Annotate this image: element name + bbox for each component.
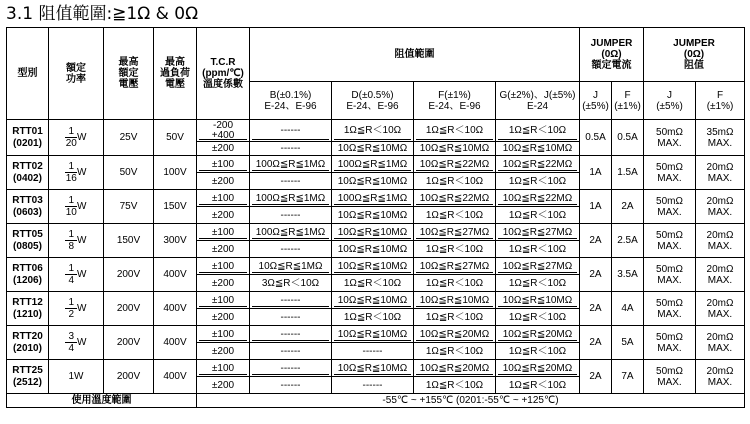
voltage-cell: 75V: [104, 190, 154, 224]
model-cell: RTT02 (0402): [7, 156, 49, 190]
range-f-cell: 1Ω≦R＜10Ω: [414, 275, 496, 292]
header-tol-f: F(±1%) E-24、E-96: [414, 82, 496, 120]
jumper-value-j-cell: 50mΩ MAX.: [644, 224, 696, 258]
range-b-cell: 3Ω≦R＜10Ω: [250, 275, 332, 292]
jumper-value-j-cell: 50mΩ MAX.: [644, 326, 696, 360]
power-fraction: $\frac{1}{2}$: [65, 297, 77, 320]
jumper-value-f-cell: 20mΩ MAX.: [696, 258, 745, 292]
range-d-cell: 10Ω≦R≦10MΩ: [332, 142, 414, 156]
jumper-current-j-cell: 2A: [580, 326, 612, 360]
jumper-value-j-cell: 50mΩ MAX.: [644, 156, 696, 190]
table-row: [7, 120, 745, 142]
table-row: [7, 258, 745, 275]
range-gj-cell: 1Ω≦R＜10Ω: [496, 275, 580, 292]
header-power: 額定 功率: [49, 28, 104, 120]
jumper-current-f-cell: 4A: [612, 292, 644, 326]
range-f-cell: 1Ω≦R＜10Ω: [414, 241, 496, 258]
range-gj-cell: 10Ω≦R≦27MΩ: [496, 224, 580, 241]
range-f-cell: 10Ω≦R≦20MΩ: [414, 326, 496, 343]
header-resistance-range: 阻值範圍: [250, 28, 580, 82]
power-cell: $\frac{1}{16}$ W: [49, 156, 104, 190]
power-cell: $\frac{1}{10}$ W: [49, 190, 104, 224]
model-cell: RTT03 (0603): [7, 190, 49, 224]
power-cell: $\frac{1}{8}$ W: [49, 224, 104, 258]
jumper-value-j-cell: 50mΩ MAX.: [644, 258, 696, 292]
jumper-current-j-cell: 2A: [580, 292, 612, 326]
header-tol-b: B(±0.1%) E-24、E-96: [250, 82, 332, 120]
overload-cell: 400V: [154, 326, 197, 360]
header-jv-j: J (±5%): [644, 82, 696, 120]
voltage-cell: 200V: [104, 326, 154, 360]
range-gj-cell: 10Ω≦R≦22MΩ: [496, 190, 580, 207]
tcr-cell: ±100: [197, 326, 250, 343]
jumper-current-f-cell: 2A: [612, 190, 644, 224]
range-gj-cell: 1Ω≦R＜10Ω: [496, 173, 580, 190]
header-jv-f: F (±1%): [696, 82, 745, 120]
range-f-cell: 10Ω≦R≦20MΩ: [414, 360, 496, 377]
range-b-cell: ------: [250, 207, 332, 224]
overload-cell: 400V: [154, 292, 197, 326]
overload-cell: 100V: [154, 156, 197, 190]
model-cell: RTT06 (1206): [7, 258, 49, 292]
model-cell: RTT25 (2512): [7, 360, 49, 394]
table-row: [7, 360, 745, 377]
range-gj-cell: 10Ω≦R≦20MΩ: [496, 360, 580, 377]
jumper-current-f-cell: 3.5A: [612, 258, 644, 292]
header-jc-j: J (±5%): [580, 82, 612, 120]
jumper-value-f-cell: 20mΩ MAX.: [696, 156, 745, 190]
table-row: [7, 292, 745, 309]
model-cell: RTT05 (0805): [7, 224, 49, 258]
jumper-current-f-cell: 1.5A: [612, 156, 644, 190]
range-d-cell: 10Ω≦R≦10MΩ: [332, 258, 414, 275]
jumper-current-j-cell: 1A: [580, 190, 612, 224]
range-d-cell: ------: [332, 343, 414, 360]
jumper-current-f-cell: 7A: [612, 360, 644, 394]
power-cell: $\frac{1}{20}$ W: [49, 120, 104, 156]
tcr-cell: -200 +400: [197, 120, 250, 142]
voltage-cell: 25V: [104, 120, 154, 156]
power-cell: $\frac{1}{2}$ W: [49, 292, 104, 326]
voltage-cell: 200V: [104, 258, 154, 292]
range-f-cell: 1Ω≦R＜10Ω: [414, 207, 496, 224]
jumper-current-j-cell: 1A: [580, 156, 612, 190]
range-gj-cell: 1Ω≦R＜10Ω: [496, 120, 580, 142]
range-d-cell: 10Ω≦R≦10MΩ: [332, 207, 414, 224]
range-d-cell: 10Ω≦R≦10MΩ: [332, 241, 414, 258]
range-gj-cell: 1Ω≦R＜10Ω: [496, 343, 580, 360]
jumper-value-j-cell: 50mΩ MAX.: [644, 360, 696, 394]
jumper-value-j-cell: 50mΩ MAX.: [644, 292, 696, 326]
voltage-cell: 200V: [104, 292, 154, 326]
jumper-current-j-cell: 2A: [580, 258, 612, 292]
tcr-cell: ±200: [197, 207, 250, 224]
range-d-cell: 1Ω≦R＜10Ω: [332, 275, 414, 292]
overload-cell: 50V: [154, 120, 197, 156]
tcr-cell: ±200: [197, 173, 250, 190]
header-overload-voltage: 最高 過負荷 電壓: [154, 28, 197, 120]
range-d-cell: 10Ω≦R≦10MΩ: [332, 360, 414, 377]
overload-cell: 400V: [154, 360, 197, 394]
header-max-voltage: 最高 額定 電壓: [104, 28, 154, 120]
tcr-cell: ±100: [197, 258, 250, 275]
range-f-cell: 1Ω≦R＜10Ω: [414, 120, 496, 142]
model-cell: RTT20 (2010): [7, 326, 49, 360]
range-f-cell: 10Ω≦R≦22MΩ: [414, 190, 496, 207]
tcr-cell: ±200: [197, 377, 250, 394]
tcr-cell: ±100: [197, 190, 250, 207]
range-d-cell: 10Ω≦R≦10MΩ: [332, 292, 414, 309]
range-gj-cell: 1Ω≦R＜10Ω: [496, 309, 580, 326]
range-b-cell: ------: [250, 120, 332, 142]
tcr-cell: ±100: [197, 292, 250, 309]
range-d-cell: ------: [332, 377, 414, 394]
footer-value: -55℃ ~ +155℃ (0201:-55℃ ~ +125℃): [197, 394, 745, 408]
range-d-cell: 10Ω≦R≦10MΩ: [332, 326, 414, 343]
range-b-cell: 10Ω≦R≦1MΩ: [250, 258, 332, 275]
range-f-cell: 10Ω≦R≦27MΩ: [414, 258, 496, 275]
power-cell: 1W: [49, 360, 104, 394]
range-d-cell: 1Ω≦R＜10Ω: [332, 309, 414, 326]
range-gj-cell: 1Ω≦R＜10Ω: [496, 377, 580, 394]
range-b-cell: ------: [250, 377, 332, 394]
range-gj-cell: 10Ω≦R≦10MΩ: [496, 292, 580, 309]
header-tol-d: D(±0.5%) E-24、E-96: [332, 82, 414, 120]
power-cell: $\frac{1}{4}$ W: [49, 258, 104, 292]
tcr-cell: ±200: [197, 241, 250, 258]
table-row: [7, 326, 745, 343]
header-tcr: T.C.R (ppm/℃) 溫度係數: [197, 28, 250, 120]
range-f-cell: 10Ω≦R≦22MΩ: [414, 156, 496, 173]
range-gj-cell: 1Ω≦R＜10Ω: [496, 241, 580, 258]
range-b-cell: ------: [250, 292, 332, 309]
header-jc-f: F (±1%): [612, 82, 644, 120]
range-d-cell: 10Ω≦R≦10MΩ: [332, 173, 414, 190]
range-f-cell: 1Ω≦R＜10Ω: [414, 377, 496, 394]
tcr-cell: ±100: [197, 360, 250, 377]
range-f-cell: 10Ω≦R≦10MΩ: [414, 142, 496, 156]
power-fraction: $\frac{1}{4}$: [65, 263, 77, 286]
footer-label: 使用溫度範圍: [7, 394, 197, 408]
range-gj-cell: 10Ω≦R≦27MΩ: [496, 258, 580, 275]
jumper-current-f-cell: 5A: [612, 326, 644, 360]
range-f-cell: 1Ω≦R＜10Ω: [414, 173, 496, 190]
model-cell: RTT01 (0201): [7, 120, 49, 156]
tcr-cell: ±100: [197, 224, 250, 241]
range-b-cell: ------: [250, 326, 332, 343]
range-d-cell: 100Ω≦R≦1MΩ: [332, 156, 414, 173]
jumper-value-f-cell: 35mΩ MAX.: [696, 120, 745, 156]
table-row: [7, 190, 745, 207]
jumper-current-f-cell: 0.5A: [612, 120, 644, 156]
overload-cell: 300V: [154, 224, 197, 258]
jumper-value-j-cell: 50mΩ MAX.: [644, 120, 696, 156]
table-row: [7, 224, 745, 241]
range-d-cell: 100Ω≦R≦1MΩ: [332, 190, 414, 207]
power-fraction: $\frac{3}{4}$: [65, 331, 77, 354]
voltage-cell: 150V: [104, 224, 154, 258]
range-b-cell: ------: [250, 173, 332, 190]
tcr-cell: ±200: [197, 275, 250, 292]
range-d-cell: 1Ω≦R＜10Ω: [332, 120, 414, 142]
range-b-cell: 100Ω≦R≦1MΩ: [250, 190, 332, 207]
range-b-cell: 100Ω≦R≦1MΩ: [250, 156, 332, 173]
range-b-cell: ------: [250, 309, 332, 326]
power-fraction: $\frac{1}{20}$: [65, 126, 77, 149]
tcr-cell: ±200: [197, 343, 250, 360]
header-model: 型別: [7, 28, 49, 120]
range-b-cell: ------: [250, 343, 332, 360]
table-row: [7, 156, 745, 173]
range-b-cell: ------: [250, 142, 332, 156]
jumper-value-f-cell: 20mΩ MAX.: [696, 292, 745, 326]
range-b-cell: 100Ω≦R≦1MΩ: [250, 224, 332, 241]
range-f-cell: 10Ω≦R≦27MΩ: [414, 224, 496, 241]
range-gj-cell: 10Ω≦R≦20MΩ: [496, 326, 580, 343]
range-gj-cell: 10Ω≦R≦10MΩ: [496, 142, 580, 156]
jumper-value-f-cell: 20mΩ MAX.: [696, 190, 745, 224]
voltage-cell: 200V: [104, 360, 154, 394]
jumper-current-j-cell: 0.5A: [580, 120, 612, 156]
jumper-value-f-cell: 20mΩ MAX.: [696, 224, 745, 258]
overload-cell: 400V: [154, 258, 197, 292]
power-fraction: $\frac{1}{8}$: [65, 229, 77, 252]
range-gj-cell: 1Ω≦R＜10Ω: [496, 207, 580, 224]
header-jumper-current: JUMPER (0Ω) 額定電流: [580, 28, 644, 82]
power-fraction: $\frac{1}{10}$: [65, 195, 77, 218]
voltage-cell: 50V: [104, 156, 154, 190]
power-cell: $\frac{3}{4}$ W: [49, 326, 104, 360]
range-f-cell: 1Ω≦R＜10Ω: [414, 343, 496, 360]
range-f-cell: 1Ω≦R＜10Ω: [414, 309, 496, 326]
power-fraction: $\frac{1}{16}$: [65, 161, 77, 184]
overload-cell: 150V: [154, 190, 197, 224]
header-tol-gj: G(±2%)、J(±5%) E-24: [496, 82, 580, 120]
tcr-cell: ±200: [197, 142, 250, 156]
range-b-cell: ------: [250, 360, 332, 377]
jumper-value-f-cell: 20mΩ MAX.: [696, 360, 745, 394]
model-cell: RTT12 (1210): [7, 292, 49, 326]
jumper-value-f-cell: 20mΩ MAX.: [696, 326, 745, 360]
jumper-current-j-cell: 2A: [580, 360, 612, 394]
range-b-cell: ------: [250, 241, 332, 258]
jumper-current-j-cell: 2A: [580, 224, 612, 258]
jumper-current-f-cell: 2.5A: [612, 224, 644, 258]
jumper-value-j-cell: 50mΩ MAX.: [644, 190, 696, 224]
range-d-cell: 10Ω≦R≦10MΩ: [332, 224, 414, 241]
tcr-cell: ±200: [197, 309, 250, 326]
range-gj-cell: 10Ω≦R≦22MΩ: [496, 156, 580, 173]
tcr-cell: ±100: [197, 156, 250, 173]
resistor-spec-table: [6, 27, 745, 408]
section-title: 3.1 阻值範圍:≧1Ω & 0Ω: [6, 4, 199, 24]
range-f-cell: 10Ω≦R≦10MΩ: [414, 292, 496, 309]
header-jumper-value: JUMPER (0Ω) 阻值: [644, 28, 745, 82]
